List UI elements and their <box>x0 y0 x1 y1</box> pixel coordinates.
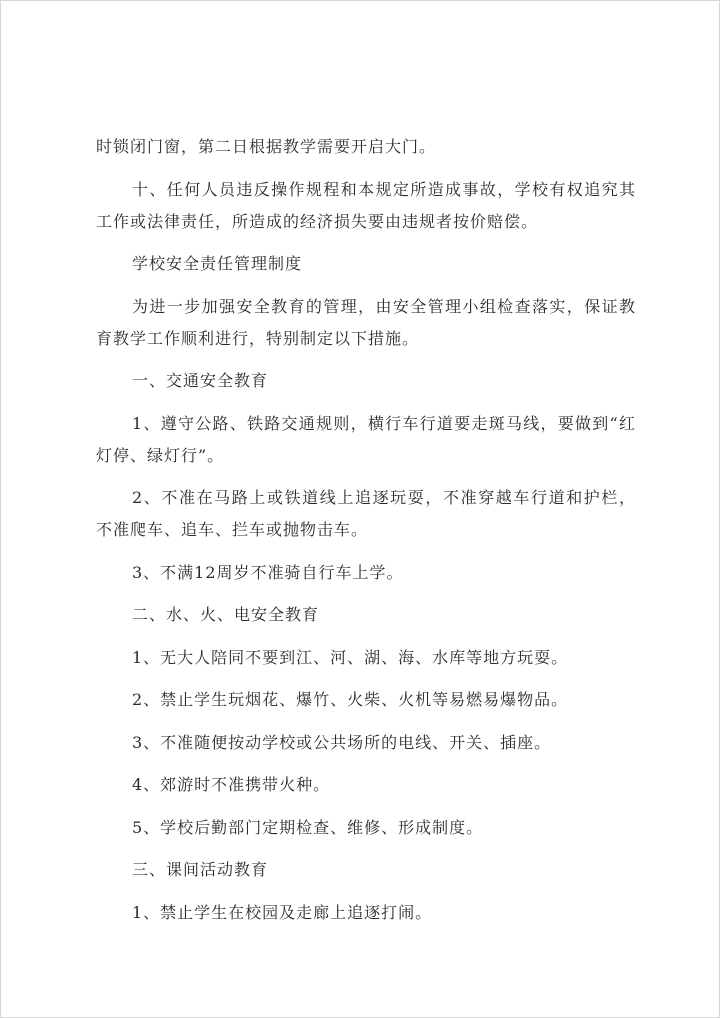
paragraph: 三、课间活动教育 <box>132 860 269 879</box>
paragraph: 二、水、火、电安全教育 <box>132 605 320 624</box>
paragraph: 3、不满12周岁不准骑自行车上学。 <box>132 562 404 582</box>
paragraph: 4、郊游时不准携带火种。 <box>132 775 331 794</box>
paragraph: 2、禁止学生玩烟花、爆竹、火柴、火机等易燃易爆物品。 <box>132 690 569 709</box>
paragraph: 1、遵守公路、铁路交通规则，横行车行道要走斑马线，要做到“红灯停、绿灯行”。 <box>96 413 636 465</box>
paragraph: 2、不准在马路上或铁道线上追逐玩耍，不准穿越车行道和护栏，不准爬车、追车、拦车或抛物击车。 <box>96 488 636 539</box>
paragraph: 5、学校后勤部门定期检查、维修、形成制度。 <box>132 817 484 837</box>
paragraph: 时锁闭门窗，第二日根据教学需要开启大门。 <box>96 137 437 156</box>
document-body <box>96 131 636 939</box>
paragraph: 十、任何人员违反操作规程和本规定所造成事故，学校有权追究其工作或法律责任，所造成的经济损失要由违规者按价赔偿。 <box>96 179 636 231</box>
paragraph: 3、不准随便按动学校或公共场所的电线、开关、插座。 <box>132 732 552 752</box>
paragraph: 学校安全责任管理制度 <box>132 254 303 273</box>
paragraph: 1、禁止学生在校园及走廊上追逐打闹。 <box>132 902 433 922</box>
paragraph: 一、交通安全教育 <box>132 371 269 390</box>
paragraph: 1、无大人陪同不要到江、河、湖、海、水库等地方玩耍。 <box>132 647 569 667</box>
paragraph: 为进一步加强安全教育的管理，由安全管理小组检查落实，保证教育教学工作顺利进行，特别制定以下措施。 <box>96 296 636 348</box>
